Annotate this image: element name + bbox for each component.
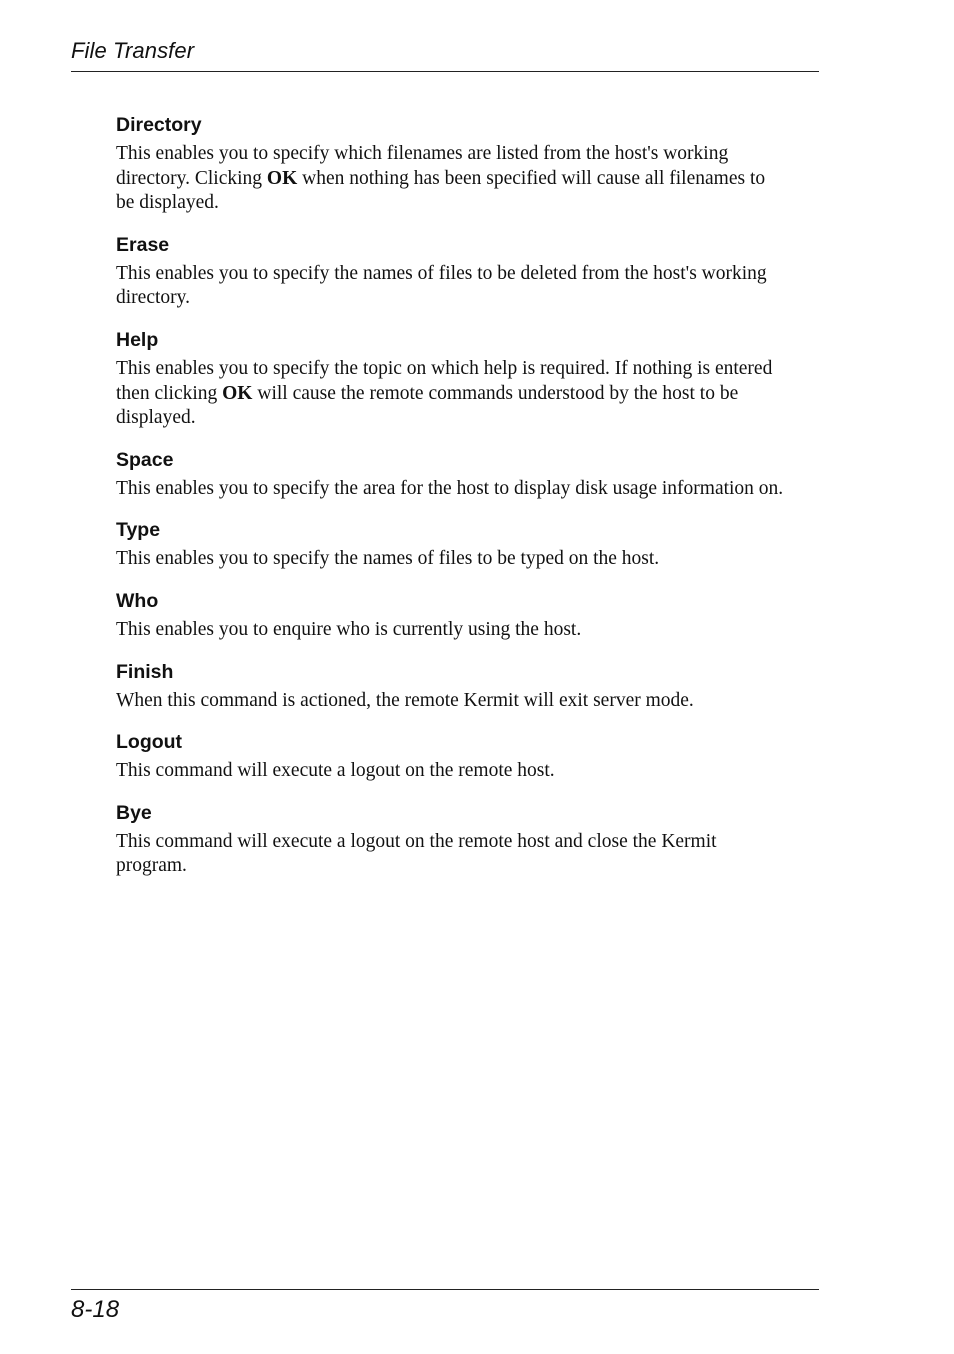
- text-line: [116, 357, 819, 382]
- section-heading: Erase: [116, 233, 170, 256]
- section-directory: [116, 112, 819, 216]
- section-heading: Space: [116, 448, 174, 471]
- section-help: [116, 327, 819, 431]
- section-body: [116, 830, 819, 879]
- section-finish: [116, 659, 819, 714]
- text-run: This enables you to specify the topic on which help is required. If nothing is entered: [116, 357, 773, 379]
- text-run: This command will execute a logout on the remote host.: [116, 760, 555, 782]
- text-line: [116, 382, 819, 407]
- text-line: [116, 854, 819, 879]
- text-run: displayed.: [116, 407, 196, 429]
- section-body: [116, 142, 819, 216]
- section-body: [116, 759, 819, 784]
- section-heading: Bye: [116, 801, 152, 824]
- text-line: [116, 618, 819, 643]
- text-line: [116, 689, 819, 714]
- text-run: directory.: [116, 287, 190, 309]
- text-run: will cause the remote commands understood by the host to be: [252, 382, 739, 404]
- text-run: This enables you to specify which filenames are listed from the host's working: [116, 143, 729, 164]
- text-line: [116, 477, 819, 502]
- section-heading: Who: [116, 589, 159, 612]
- section-body: [116, 689, 819, 714]
- section-body: [116, 262, 819, 311]
- section-body: [116, 477, 819, 502]
- section-bye: [116, 800, 819, 879]
- text-run: This enables you to specify the names of files to be typed on the host.: [116, 548, 660, 570]
- section-heading: Help: [116, 328, 159, 351]
- text-line: [116, 167, 819, 192]
- text-run: directory. Clicking: [116, 167, 267, 189]
- section-body: [116, 618, 819, 643]
- text-run: program.: [116, 855, 187, 877]
- section-type: [116, 517, 819, 572]
- text-line: [116, 759, 819, 784]
- text-run: then clicking: [116, 382, 223, 404]
- text-line: [116, 830, 819, 855]
- text-line: [116, 406, 819, 431]
- text-run: This enables you to enquire who is currently using the host.: [116, 618, 582, 640]
- text-run: be displayed.: [116, 192, 219, 214]
- section-erase: [116, 232, 819, 311]
- section-logout: [116, 729, 819, 784]
- section-heading: Directory: [116, 114, 202, 136]
- text-line: [116, 547, 819, 572]
- section-body: [116, 547, 819, 572]
- footer-rule: [71, 1289, 819, 1290]
- header-rule: [71, 71, 819, 72]
- page-number: 8-18: [71, 1296, 120, 1323]
- section-space: [116, 447, 819, 502]
- text-run: When this command is actioned, the remote Kermit will exit server mode.: [116, 689, 694, 711]
- text-run: This enables you to specify the area for the host to display disk usage information on.: [116, 477, 784, 499]
- section-body: [116, 357, 819, 431]
- bold-term: OK: [266, 167, 298, 189]
- bold-term: OK: [222, 382, 253, 404]
- text-run: This enables you to specify the names of files to be deleted from the host's working: [116, 262, 767, 284]
- section-heading: Logout: [116, 731, 183, 754]
- text-run: This command will execute a logout on the remote host and close the Kermit: [116, 830, 717, 852]
- text-line: [116, 142, 819, 167]
- text-line: [116, 286, 819, 311]
- document-content: [116, 112, 819, 879]
- text-line: [116, 262, 819, 287]
- running-header: File Transfer: [71, 38, 195, 63]
- section-who: [116, 588, 819, 643]
- section-heading: Finish: [116, 660, 174, 683]
- section-heading: Type: [116, 519, 161, 542]
- text-line: [116, 191, 819, 216]
- text-run: when nothing has been specified will cause all filenames to: [297, 167, 766, 189]
